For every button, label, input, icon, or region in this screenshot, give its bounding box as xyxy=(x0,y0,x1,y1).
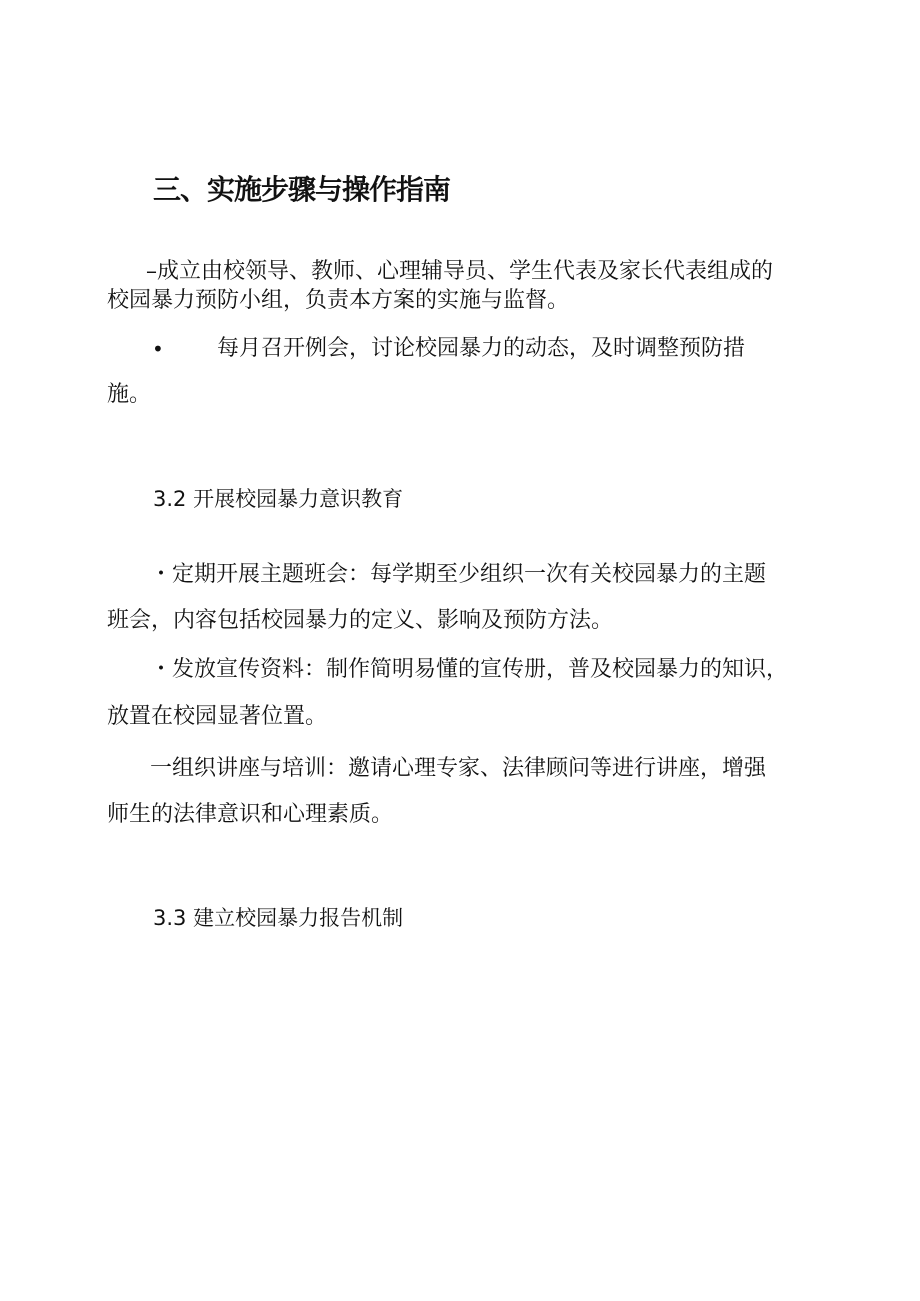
section-heading: 三、实施步骤与操作指南 xyxy=(153,173,451,206)
paragraph-line: 放置在校园显著位置。 xyxy=(107,704,328,729)
subsection-title: 3.3 建立校园暴力报告机制 xyxy=(153,906,404,930)
paragraph-line: ・发放宣传资料：制作简明易懂的宣传册，普及校园暴力的知识， xyxy=(150,657,789,682)
paragraph-line: 一组织讲座与培训：邀请心理专家、法律顾问等进行讲座，增强 xyxy=(150,756,767,781)
paragraph-line: ・定期开展主题班会：每学期至少组织一次有关校园暴力的主题 xyxy=(150,562,767,587)
subsection-title: 3.2 开展校园暴力意识教育 xyxy=(153,487,404,511)
paragraph-line: 班会，内容包括校园暴力的定义、影响及预防方法。 xyxy=(107,608,614,633)
paragraph-line: 每月召开例会，讨论校园暴力的动态，及时调整预防措 xyxy=(217,336,746,361)
paragraph-line: –成立由校领导、教师、心理辅导员、学生代表及家长代表组成的 xyxy=(146,259,774,284)
paragraph-line: 师生的法律意识和心理素质。 xyxy=(107,802,394,827)
paragraph-line: 施。 xyxy=(107,382,152,407)
paragraph-line: 校园暴力预防小组，负责本方案的实施与监督。 xyxy=(107,288,570,313)
bullet-icon: • xyxy=(152,337,164,361)
